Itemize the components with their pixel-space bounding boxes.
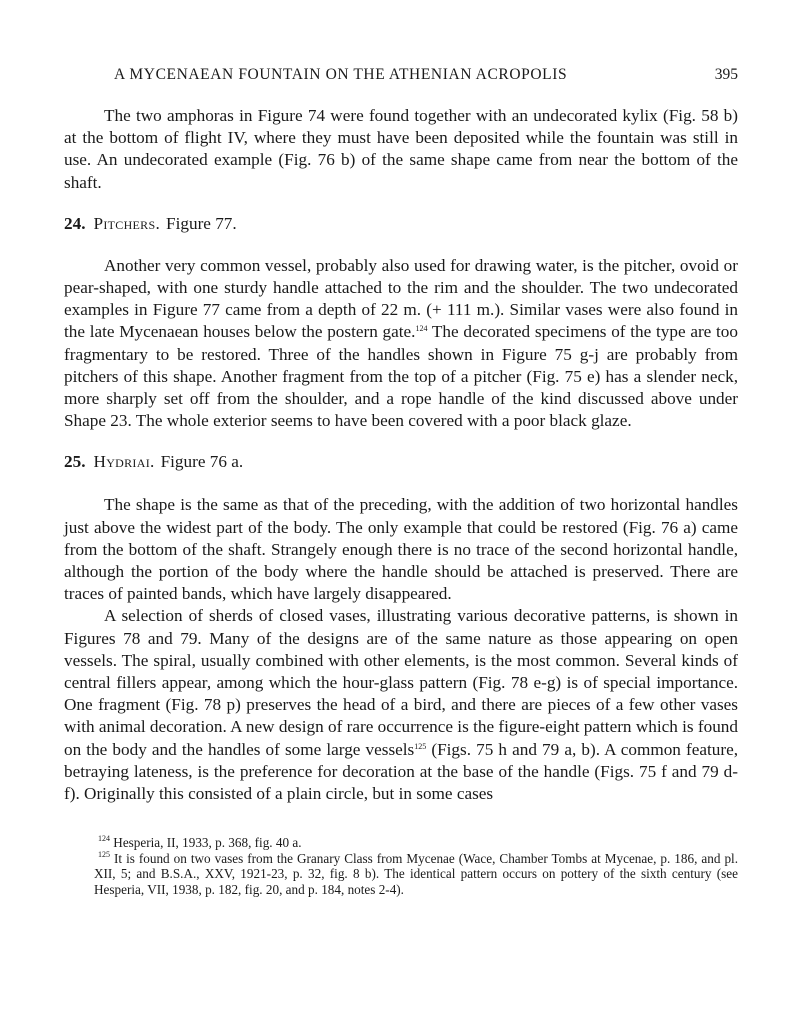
paragraph-text: Another very common vessel, probably also used for drawing water, is the pitcher, ovoid or pear-shaped, with one sturdy handle attached to the rim and the shoulder. The two undecorated examples in Figure 77 came from a depth of 22 m. (+ 111 m.). Similar vases were also found in the late Mycenaean houses below the postern gate. bbox=[64, 255, 738, 342]
page bbox=[64, 60, 738, 898]
decoration-paragraph bbox=[64, 605, 738, 805]
pitchers-paragraph bbox=[64, 255, 738, 433]
intro-paragraph: The two amphoras in Figure 74 were found together with an undecorated kylix (Fig. 58 b) at the bottom of flight IV, where they must have been deposited while the fountain was still in use. An undecorated example (Fig. 76 b) of the same shape came from near the bottom of the shaft. bbox=[64, 106, 738, 192]
running-title: A MYCENAEAN FOUNTAIN ON THE ATHENIAN ACROPOLIS bbox=[114, 66, 568, 83]
paragraph-text: The decorated specimens of the type are too fragmentary to be restored. Three of the handles shown in Figure 75 g-j are probably from pitchers of this shape. Another fragment from the top of a pitcher (Fig. 75 e) has a slender neck, more sharply set off from the shoulder, and a rope handle of the kind discussed above under Shape 23. The whole exterior seems to have been covered with a poor black glaze. bbox=[64, 322, 738, 431]
page-number: 395 bbox=[714, 66, 738, 83]
running-header bbox=[64, 60, 738, 88]
section-number: 24. bbox=[64, 213, 86, 233]
footnote-mark: 124 bbox=[98, 834, 110, 844]
section-heading-hydriai bbox=[64, 451, 738, 473]
footnotes bbox=[64, 835, 738, 897]
footnote-mark: 125 bbox=[98, 849, 110, 859]
paragraph-text: (Figs. 75 h and 79 a, b). A common feature, betraying lateness, is the preference for decoration at the base of the handle (Figs. 75 f and 79 d-f). Originally this consisted of a plain circle, but in some cases bbox=[64, 739, 738, 804]
paragraph-text: A selection of sherds of closed vases, illustrating various decorative patterns, is shown in Figures 78 and 79. Many of the designs are of the same nature as those appearing on open vessels. The spiral, usually combined with other elements, is the most common. Several kinds of central fillers appear, among which the hour-glass pattern (Fig. 78 e-g) is of special importance. One fragment (Fig. 78 p) preserves the head of a bird, and there are pieces of a few other vases with animal decoration. A new design of rare occurrence is the figure-eight pattern which is found on the body and the handles of some large vessels bbox=[64, 606, 738, 759]
section-name: Hydriai. bbox=[93, 452, 155, 472]
footnote-124 bbox=[94, 835, 738, 851]
section-figure-ref: Figure 76 a. bbox=[160, 452, 244, 472]
section-name: Pitchers. bbox=[93, 213, 161, 233]
footnote-125 bbox=[94, 851, 738, 898]
footnote-text: Hesperia, II, 1933, p. 368, fig. 40 a. bbox=[113, 835, 302, 851]
section-number: 25. bbox=[64, 452, 86, 472]
footnote-ref-124[interactable]: 124 bbox=[415, 324, 428, 334]
footnote-ref-125[interactable]: 125 bbox=[414, 741, 427, 751]
section-figure-ref: Figure 77. bbox=[166, 213, 237, 233]
section-heading-pitchers bbox=[64, 213, 738, 235]
footnote-text: It is found on two vases from the Granary Class from Mycenae (Wace, Chamber Tombs at Mycenae, p. 186, and pl. XII, 5; and B.S.A., XXV, 1921-23, p. 32, fig. 8 b). The identical pattern occurs on pottery of the sixth century (see Hesperia, VII, 1938, p. 182, fig. 20, and p. 184, notes 2-4). bbox=[94, 850, 738, 898]
hydriai-paragraph: The shape is the same as that of the preceding, with the addition of two horizontal handles just above the widest part of the body. The only example that could be restored (Fig. 76 a) came from the bottom of the shaft. Strangely enough there is no trace of the second horizontal handle, although the portion of the body where the handle should be attached is preserved. There are traces of painted bands, which have largely disappeared. bbox=[64, 495, 738, 604]
